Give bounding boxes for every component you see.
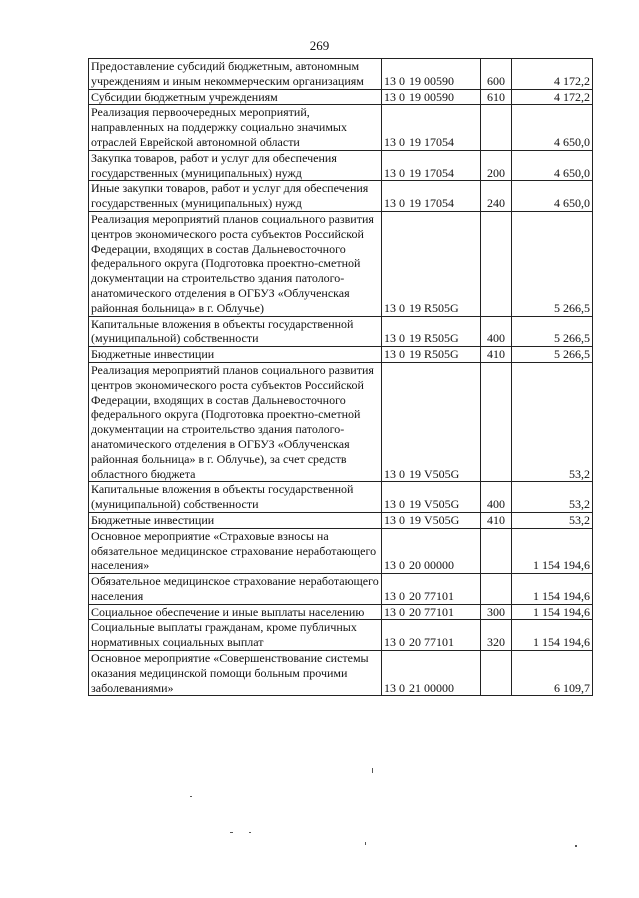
- code-part: 0: [399, 89, 405, 104]
- budget-table-body: [89, 59, 593, 696]
- table-row: [89, 528, 593, 573]
- code-part: 13: [384, 512, 396, 527]
- row-code: [382, 651, 481, 696]
- row-expense-type: 400: [481, 316, 512, 347]
- table-row: [89, 59, 593, 90]
- row-code: [382, 620, 481, 651]
- code-part: 19: [409, 466, 421, 481]
- row-amount: 1 154 194,6: [512, 528, 593, 573]
- code-part: 13: [384, 558, 396, 573]
- code-part: 19: [409, 165, 421, 180]
- code-part: 13: [384, 497, 396, 512]
- row-name: Реализация первоочередных мероприятий, направленных на поддержку социально значимых отраслей Еврейской автономной области: [89, 105, 382, 150]
- code-part: 17054: [424, 134, 454, 149]
- row-amount: 4 650,0: [512, 150, 593, 181]
- table-row: [89, 620, 593, 651]
- row-amount: 53,2: [512, 512, 593, 528]
- code-part: R505G: [424, 300, 459, 315]
- row-name: Обязательное медицинское страхование неработающего населения: [89, 574, 382, 605]
- code-part: 0: [399, 497, 405, 512]
- row-expense-type: [481, 211, 512, 316]
- code-part: 0: [399, 604, 405, 619]
- row-name: Капитальные вложения в объекты государственной (муниципальной) собственности: [89, 316, 382, 347]
- row-amount: 1 154 194,6: [512, 604, 593, 620]
- code-part: 00000: [424, 558, 454, 573]
- row-name: Основное мероприятие «Совершенствование системы оказания медицинской помощи больным прочими заболеваниями»: [89, 651, 382, 696]
- row-code: [382, 604, 481, 620]
- code-part: 19: [409, 300, 421, 315]
- code-part: 0: [399, 196, 405, 211]
- row-amount: 4 172,2: [512, 59, 593, 90]
- row-expense-type: [481, 528, 512, 573]
- code-part: 0: [399, 73, 405, 88]
- row-expense-type: 200: [481, 150, 512, 181]
- row-amount: 53,2: [512, 362, 593, 481]
- row-amount: 4 650,0: [512, 181, 593, 212]
- row-code: [382, 105, 481, 150]
- scan-speck: [230, 832, 233, 833]
- code-part: 13: [384, 466, 396, 481]
- row-amount: 6 109,7: [512, 651, 593, 696]
- code-part: V505G: [424, 497, 460, 512]
- scan-speck: [575, 845, 577, 847]
- row-code: [382, 150, 481, 181]
- row-amount: 1 154 194,6: [512, 574, 593, 605]
- code-part: 13: [384, 604, 396, 619]
- table-row: [89, 181, 593, 212]
- row-amount: 5 266,5: [512, 211, 593, 316]
- code-part: 20: [409, 635, 421, 650]
- row-name: Капитальные вложения в объекты государственной (муниципальной) собственности: [89, 482, 382, 513]
- code-part: 13: [384, 300, 396, 315]
- code-part: 0: [399, 134, 405, 149]
- row-code: [382, 482, 481, 513]
- code-part: 13: [384, 347, 396, 362]
- table-row: [89, 347, 593, 363]
- code-part: V505G: [424, 512, 460, 527]
- code-part: 0: [399, 512, 405, 527]
- row-expense-type: [481, 362, 512, 481]
- row-code: [382, 574, 481, 605]
- code-part: 0: [399, 331, 405, 346]
- row-code: [382, 181, 481, 212]
- table-row: [89, 604, 593, 620]
- table-row: [89, 105, 593, 150]
- row-name: Субсидии бюджетным учреждениям: [89, 89, 382, 105]
- scan-speck: [190, 796, 192, 797]
- code-part: 00000: [424, 680, 454, 695]
- row-name: Основное мероприятие «Страховые взносы на обязательное медицинское страхование неработающего населения»: [89, 528, 382, 573]
- row-name: Реализация мероприятий планов социального развития центров экономического роста субъектов Российской Федерации, входящих в состав Дальневосточного федерального округа (Подготовка проектно-сметной документации на строительство здания патолого-анатомического отделения в ОГБУЗ «Облученская районная больница» в г. Облучье): [89, 211, 382, 316]
- code-part: 19: [409, 196, 421, 211]
- row-name: Иные закупки товаров, работ и услуг для обеспечения государственных (муниципальных) нужд: [89, 181, 382, 212]
- row-amount: 53,2: [512, 482, 593, 513]
- code-part: 19: [409, 73, 421, 88]
- row-name: Социальное обеспечение и иные выплаты населению: [89, 604, 382, 620]
- row-expense-type: 320: [481, 620, 512, 651]
- code-part: 13: [384, 196, 396, 211]
- code-part: 13: [384, 73, 396, 88]
- table-row: [89, 651, 593, 696]
- row-name: Бюджетные инвестиции: [89, 512, 382, 528]
- row-code: [382, 211, 481, 316]
- row-expense-type: 240: [481, 181, 512, 212]
- row-expense-type: 610: [481, 89, 512, 105]
- row-code: [382, 59, 481, 90]
- page-number: 269: [309, 38, 330, 53]
- code-part: 13: [384, 331, 396, 346]
- code-part: 13: [384, 134, 396, 149]
- code-part: 19: [409, 89, 421, 104]
- row-code: [382, 362, 481, 481]
- table-row: [89, 89, 593, 105]
- code-part: R505G: [424, 331, 459, 346]
- row-expense-type: 410: [481, 347, 512, 363]
- table-row: [89, 482, 593, 513]
- row-code: [382, 89, 481, 105]
- code-part: 17054: [424, 196, 454, 211]
- code-part: 00590: [424, 89, 454, 104]
- row-expense-type: 600: [481, 59, 512, 90]
- table-row: [89, 574, 593, 605]
- scan-speck: [372, 768, 373, 773]
- code-part: 0: [399, 558, 405, 573]
- code-part: 0: [399, 588, 405, 603]
- code-part: 13: [384, 635, 396, 650]
- row-expense-type: [481, 574, 512, 605]
- row-expense-type: [481, 651, 512, 696]
- code-part: 19: [409, 134, 421, 149]
- scan-speck: [249, 832, 251, 833]
- row-name: Социальные выплаты гражданам, кроме публичных нормативных социальных выплат: [89, 620, 382, 651]
- code-part: 13: [384, 588, 396, 603]
- row-code: [382, 528, 481, 573]
- code-part: 0: [399, 680, 405, 695]
- code-part: 20: [409, 558, 421, 573]
- row-expense-type: 300: [481, 604, 512, 620]
- row-amount: 5 266,5: [512, 347, 593, 363]
- table-row: [89, 512, 593, 528]
- code-part: 0: [399, 635, 405, 650]
- row-code: [382, 512, 481, 528]
- row-expense-type: 410: [481, 512, 512, 528]
- table-row: [89, 211, 593, 316]
- code-part: 20: [409, 604, 421, 619]
- code-part: 00590: [424, 73, 454, 88]
- scan-speck: [365, 842, 366, 845]
- budget-table: [88, 58, 593, 696]
- code-part: 19: [409, 512, 421, 527]
- row-amount: 5 266,5: [512, 316, 593, 347]
- row-code: [382, 316, 481, 347]
- row-amount: 4 650,0: [512, 105, 593, 150]
- row-name: Реализация мероприятий планов социального развития центров экономического роста субъектов Российской Федерации, входящих в состав Дальневосточного федерального округа (Подготовка проектно-сметной документации на строительство здания патолого-анатомического отделения в ОГБУЗ «Облученская районная больница» в г. Облучье), за счет средств областного бюджета: [89, 362, 382, 481]
- code-part: 77101: [424, 635, 454, 650]
- code-part: 13: [384, 680, 396, 695]
- code-part: 21: [409, 680, 421, 695]
- row-name: Предоставление субсидий бюджетным, автономным учреждениям и иным некоммерческим организациям: [89, 59, 382, 90]
- row-expense-type: 400: [481, 482, 512, 513]
- row-amount: 4 172,2: [512, 89, 593, 105]
- code-part: 19: [409, 331, 421, 346]
- code-part: 77101: [424, 588, 454, 603]
- code-part: 17054: [424, 165, 454, 180]
- code-part: 77101: [424, 604, 454, 619]
- table-row: [89, 316, 593, 347]
- code-part: R505G: [424, 347, 459, 362]
- code-part: 0: [399, 300, 405, 315]
- code-part: 19: [409, 347, 421, 362]
- table-row: [89, 150, 593, 181]
- code-part: 0: [399, 466, 405, 481]
- row-name: Бюджетные инвестиции: [89, 347, 382, 363]
- row-code: [382, 347, 481, 363]
- table-row: [89, 362, 593, 481]
- row-name: Закупка товаров, работ и услуг для обеспечения государственных (муниципальных) нужд: [89, 150, 382, 181]
- code-part: 13: [384, 165, 396, 180]
- code-part: 13: [384, 89, 396, 104]
- row-amount: 1 154 194,6: [512, 620, 593, 651]
- row-expense-type: [481, 105, 512, 150]
- code-part: 0: [399, 347, 405, 362]
- code-part: 0: [399, 165, 405, 180]
- code-part: V505G: [424, 466, 460, 481]
- code-part: 19: [409, 497, 421, 512]
- code-part: 20: [409, 588, 421, 603]
